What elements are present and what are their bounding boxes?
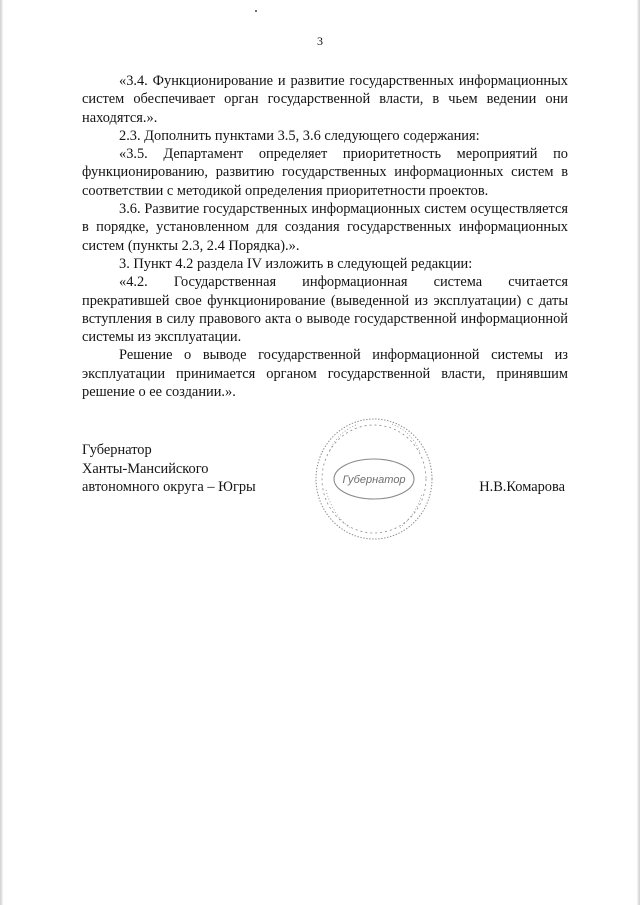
signer-position-line-2: Ханты-Мансийского [82, 460, 209, 477]
signer-position-line-1: Губернатор [82, 442, 152, 458]
scan-edge-left [0, 0, 3, 905]
signer-position-line-3: автономного округа – Югры [82, 479, 256, 495]
official-stamp [308, 410, 438, 545]
stamp-center-text: Губернатор [342, 474, 406, 486]
signer-position [82, 441, 256, 497]
page-number: 3 [317, 34, 323, 48]
document-body [82, 72, 568, 401]
paragraph-3-5: «3.5. Департамент определяет приоритетность мероприятий по функционированию, развитию государственных информационных систем в соответствии с методикой определения приоритетности проектов. [82, 146, 568, 199]
paragraph-4-2: «4.2. Государственная информационная система считается прекратившей свое функционирование (выведенной из эксплуатации) с даты вступления в силу правового акта о выводе государственной информационной системы из эксплуатации. [82, 274, 568, 346]
paragraph-decision: Решение о выводе государственной информационной системы из эксплуатации принимается органом государственной власти, принявшим решение о ее создании.». [82, 347, 568, 401]
paragraph-3-6: 3.6. Развитие государственных информационных систем осуществляется в порядке, установленном для создания государственных информационных систем (пункты 2.3, 2.4 Порядка).». [82, 201, 568, 254]
signer-name: Н.В.Комарова [479, 479, 565, 495]
scan-artifact-dot [255, 10, 257, 12]
paragraph-item-3: 3. Пункт 4.2 раздела IV изложить в следующей редакции: [119, 255, 473, 272]
paragraph-2-3: 2.3. Дополнить пунктами 3.5, 3.6 следующего содержания: [119, 127, 480, 144]
paragraph-3-4: «3.4. Функционирование и развитие государственных информационных систем обеспечивает орган государственной власти, в чьем ведении они находятся.». [82, 73, 568, 126]
